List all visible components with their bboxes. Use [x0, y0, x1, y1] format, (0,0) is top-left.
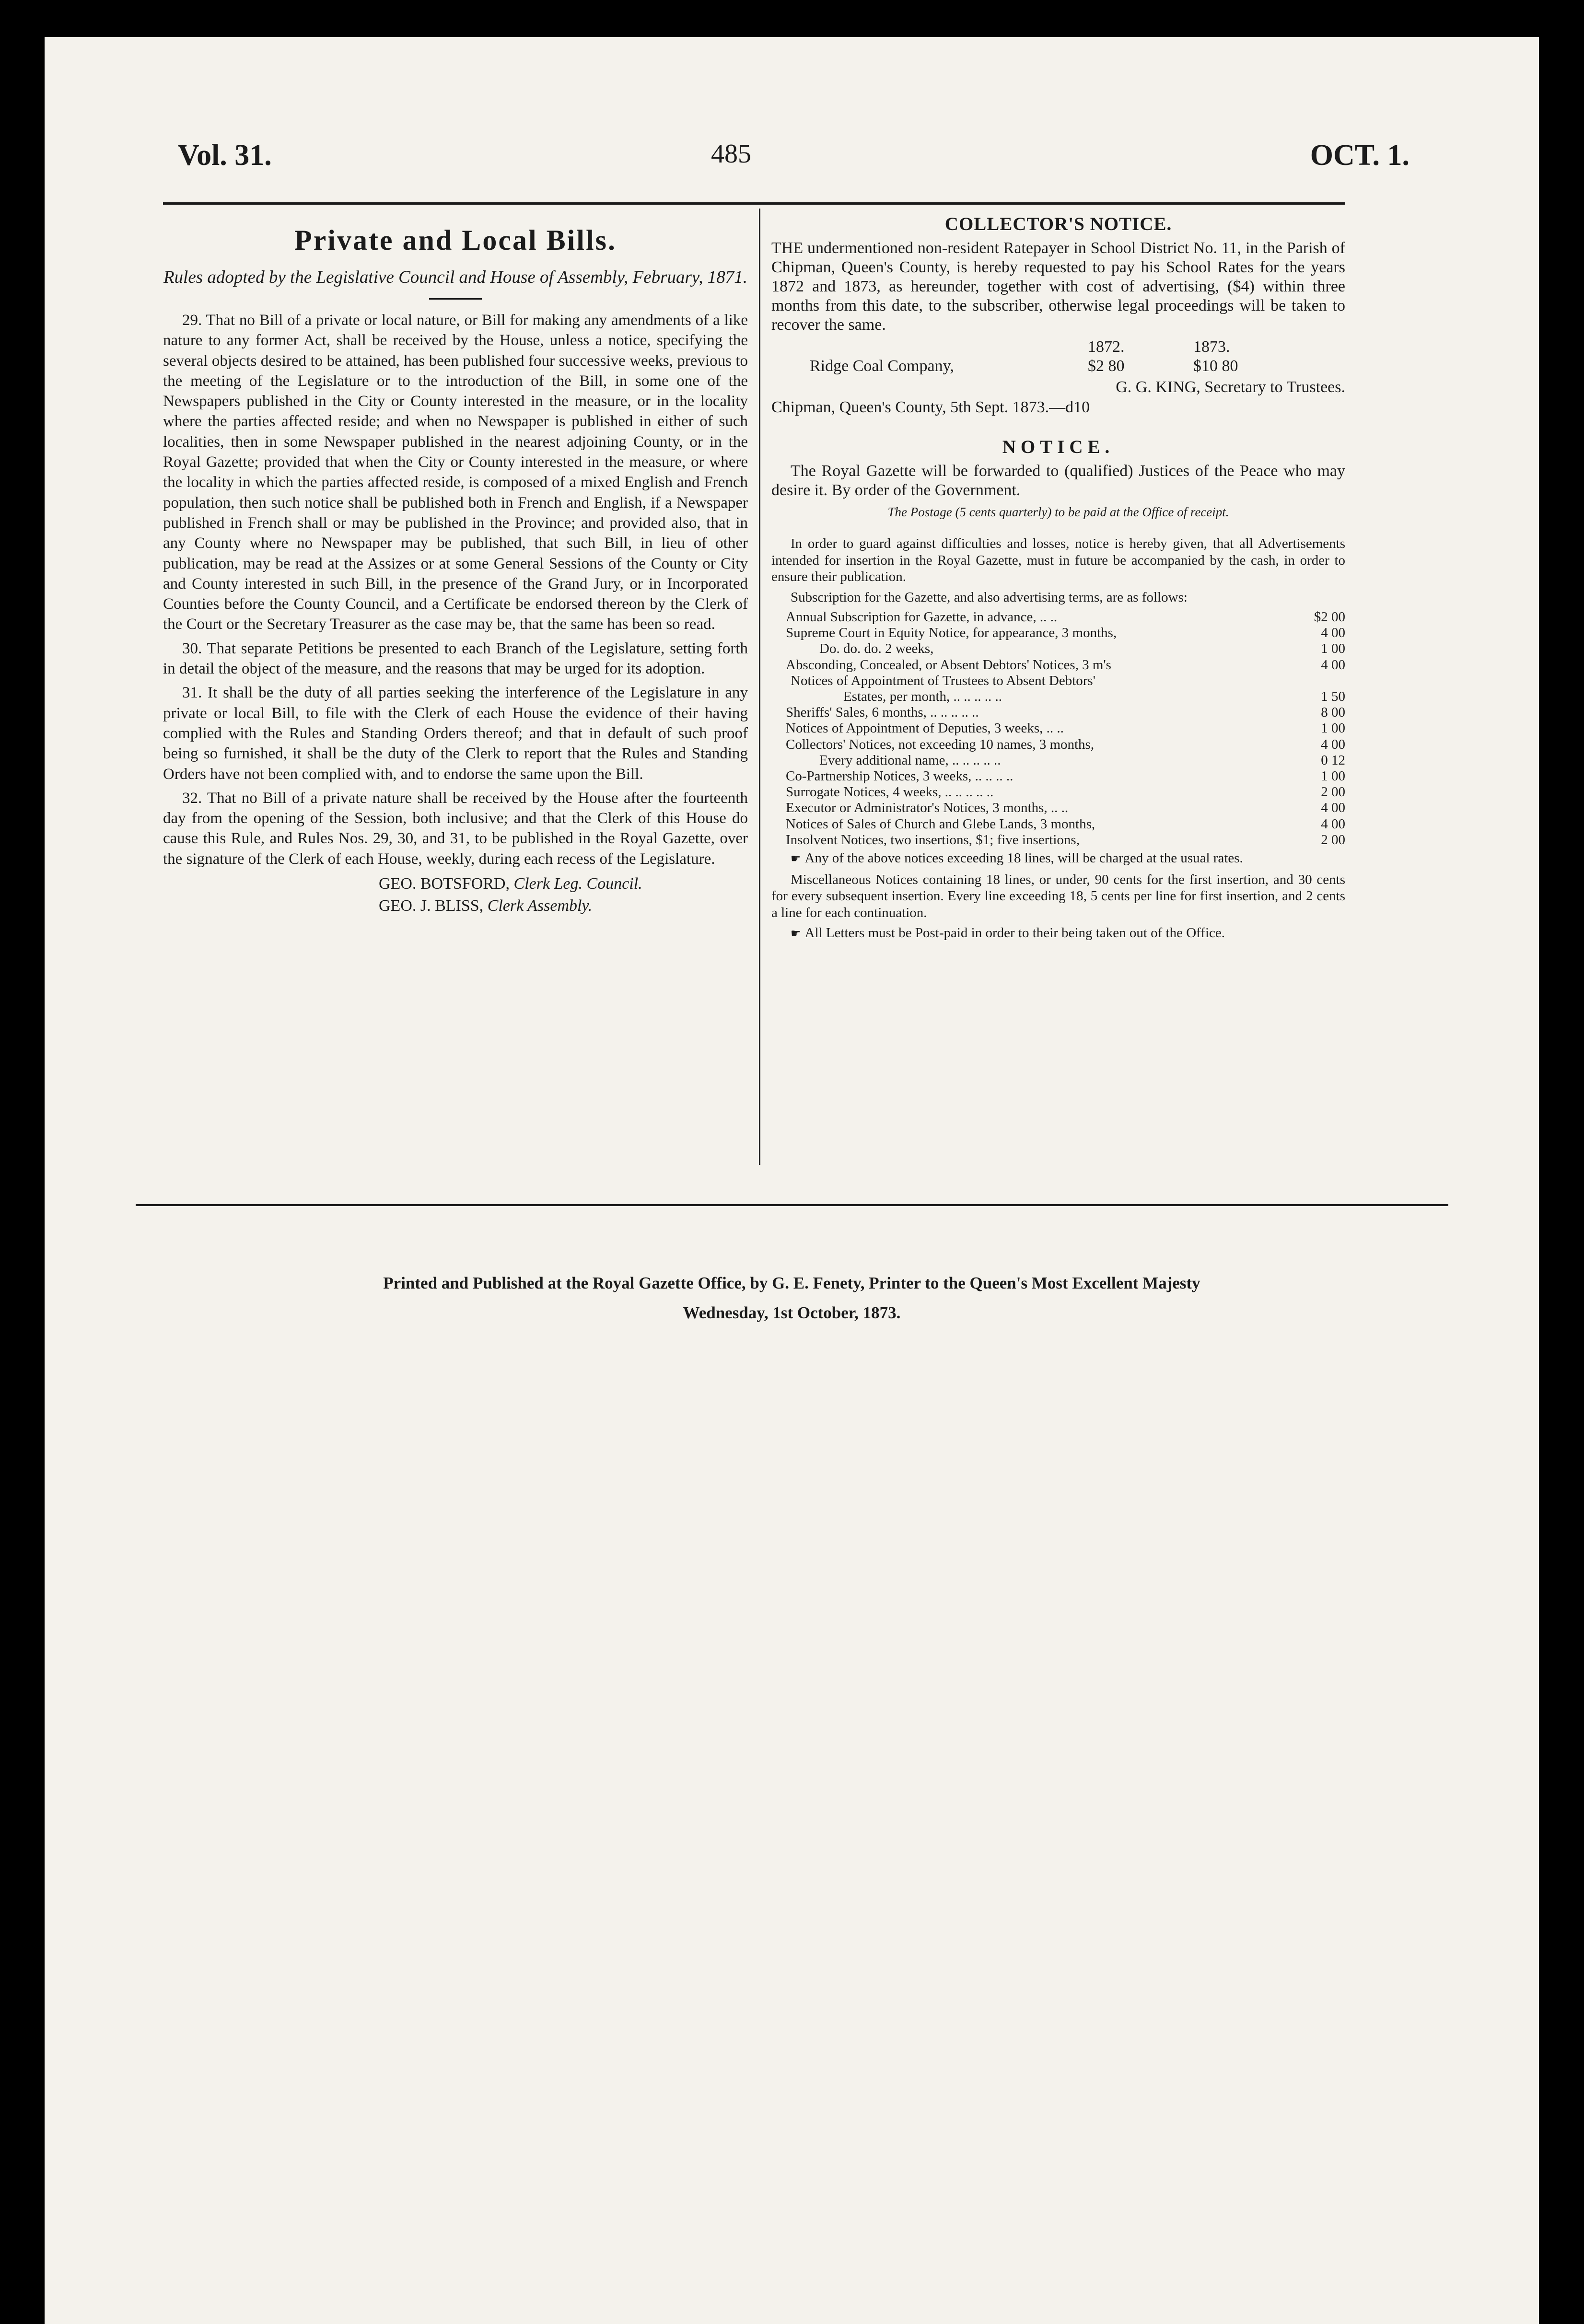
rate-row: Sheriffs' Sales, 6 months, .. .. .. .. .. 8 00: [786, 705, 1345, 720]
terms-intro: Subscription for the Gazette, and also advertising terms, are as follows:: [791, 589, 1188, 605]
signature-name: GEO. BOTSFORD,: [379, 875, 510, 893]
rate-row: Collectors' Notices, not exceeding 10 names, 3 months, 4 00: [786, 736, 1345, 752]
advertising-intro: In order to guard against difficulties and losses, notice is hereby given, that all Advertisements intended for insertion in the Royal Gazette, must in future be accompanied by the cash, in order to ensure their publication.: [771, 536, 1345, 584]
advertising-rates-table: [771, 609, 1345, 848]
section-title: Private and Local Bills.: [294, 224, 617, 256]
collector-dateline: Chipman, Queen's County, 5th Sept. 1873.—d10: [771, 398, 1090, 416]
imprint-date: Wednesday, 1st October, 1873.: [683, 1303, 901, 1322]
signature-bliss: [163, 895, 748, 917]
postage-note: The Postage (5 cents quarterly) to be paid at the Office of receipt.: [887, 505, 1229, 519]
rate-row: Co-Partnership Notices, 3 weeks, .. .. .. .. 1 00: [786, 768, 1345, 784]
page-number: 485: [711, 139, 751, 169]
ratepayer-table: [771, 337, 1345, 376]
rule-30: 30. That separate Petitions be presented to each Branch of the Legislature, setting forth in detail the object of the measure, and the reasons that may be urged for its adoption.: [163, 639, 748, 678]
notice-heading: NOTICE.: [1002, 437, 1115, 457]
excess-lines-note: ☛ Any of the above notices exceeding 18 lines, will be charged at the usual rates.: [791, 850, 1243, 866]
rate-row: Notices of Sales of Church and Glebe Lands, 3 months, 4 00: [786, 816, 1345, 832]
footer-rule: [136, 1204, 1448, 1206]
notices-column: [771, 213, 1345, 946]
rate-row: Supreme Court in Equity Notice, for appearance, 3 months, 4 00: [786, 625, 1345, 641]
rule-32: 32. That no Bill of a private nature shall be received by the House after the fourteenth day from the opening of the Session, both inclusive; and that the Clerk of this House do cause this Rule, and Rules Nos. 29, 30, and 31, to be published in the Royal Gazette, over the signature of the Clerk of each House, weekly, during each recess of the Legislature.: [163, 789, 748, 868]
rule-29: 29. That no Bill of a private or local nature, or Bill for making any amendments of a like nature to any former Act, shall be received by the House, unless a notice, specifying the several objects desired to be attained, has been published four successive weeks, previous to the meeting of the Legislature or to the introduction of the Bill, in some one of the Newspapers published in the City or County interested in the measure, or in the locality where the parties affected reside; and when no Newspaper is published in either of such localities, then in some Newspaper published in the nearest adjoining County, or in the Royal Gazette; provided that when the City or County interested in the measure, or where the locality in which the parties affected reside, is composed of a mixed English and French population, then such notice shall be published both in French and English, if a Newspaper published in French shall or may be published in the Province; and provided also, that in any County where no Newspaper may be published, that such Bill, in lieu of other publication, may be read at the Assizes or at some General Sessions of the County or City and County interested in such Bill, in the presence of the Grand Jury, or in Incorporated Counties before the County Council, and a Certificate be endorsed thereon by the Clerk of the Court or the Secretary Treasurer as the case may be, that the same has been so read.: [163, 312, 748, 633]
letters-note: ☛ All Letters must be Post-paid in order to their being taken out of the Office.: [791, 925, 1225, 941]
pointing-hand-icon: ☛: [791, 853, 801, 866]
rate-row: Insolvent Notices, two insertions, $1; five insertions, 2 00: [786, 832, 1345, 848]
miscellaneous-notices: Miscellaneous Notices containing 18 lines, or under, 90 cents for the first insertion, and 30 cents for every subsequent insertion. Every line exceeding 18, 5 cents per line for first insertion, and 2 cents a line for each continuation.: [771, 872, 1345, 920]
rate-row: Executor or Administrator's Notices, 3 months, .. .. 4 00: [786, 800, 1345, 816]
year-1872: 1872.: [1088, 338, 1125, 356]
rate-row: Do. do. do. 2 weeks, 1 00: [819, 641, 1345, 657]
rate-row: Every additional name, .. .. .. .. .. 0 12: [819, 752, 1345, 768]
imprint-line: Printed and Published at the Royal Gazette Office, by G. E. Fenety, Printer to the Queen's Most Excellent Majesty: [383, 1274, 1200, 1292]
volume-label: Vol. 31.: [178, 139, 272, 172]
rate-row: Surrogate Notices, 4 weeks, .. .. .. .. .. 2 00: [786, 784, 1345, 800]
private-local-bills-column: [163, 195, 748, 917]
collectors-notice-body: THE undermentioned non-resident Ratepayer in School District No. 11, in the Parish of Chipman, Queen's County, is hereby requested to pay his School Rates for the years 1872 and 1873, as hereunder, together with cost of advertising, ($4) within three months from this date, to the subscriber, otherwise legal proceedings will be taken to recover the same.: [771, 239, 1345, 334]
title-rule: [429, 298, 482, 300]
amount-1872: $2 80: [1088, 357, 1125, 375]
gazette-page: [45, 37, 1539, 2324]
rate-row: Annual Subscription for Gazette, in advance, .. .. $2 00: [786, 609, 1345, 625]
signature-role: Clerk Leg. Council.: [513, 875, 642, 893]
rate-row: Notices of Appointment of Trustees to Absent Debtors': [791, 673, 1095, 688]
rate-row: Notices of Appointment of Deputies, 3 weeks, .. .. 1 00: [786, 720, 1345, 736]
rule-31: 31. It shall be the duty of all parties seeking the interference of the Legislature in any private or local Bill, to file with the Clerk of each House the evidence of their having complied with the Rules and Standing Orders thereof; and that in default of such proof being so furnished, it shall be the duty of the Clerk to report that the Rules and Standing Orders have not been complied with, and to endorse the same upon the Bill.: [163, 684, 748, 783]
ratepayer-name: Ridge Coal Company,: [810, 357, 954, 375]
year-1873: 1873.: [1193, 338, 1230, 356]
column-divider: [759, 209, 760, 1165]
signature-role: Clerk Assembly.: [487, 897, 593, 915]
pointing-hand-icon: ☛: [791, 928, 801, 941]
collectors-notice-heading: COLLECTOR'S NOTICE.: [944, 214, 1172, 234]
issue-date: OCT. 1.: [1310, 139, 1409, 172]
amount-1873: $10 80: [1193, 357, 1238, 375]
signature-botsford: [163, 873, 748, 895]
rate-row: Estates, per month, .. .. .. .. .. 1 50: [843, 689, 1345, 705]
section-subtitle: Rules adopted by the Legislative Council and House of Assembly, February, 1871.: [163, 267, 748, 287]
notice-body: The Royal Gazette will be forwarded to (qualified) Justices of the Peace who may desire it. By order of the Government.: [771, 462, 1345, 499]
rate-row: Absconding, Concealed, or Absent Debtors' Notices, 3 m's 4 00: [786, 657, 1345, 673]
signature-name: GEO. J. BLISS,: [379, 897, 484, 915]
collector-signature: G. G. KING, Secretary to Trustees.: [1116, 378, 1345, 396]
